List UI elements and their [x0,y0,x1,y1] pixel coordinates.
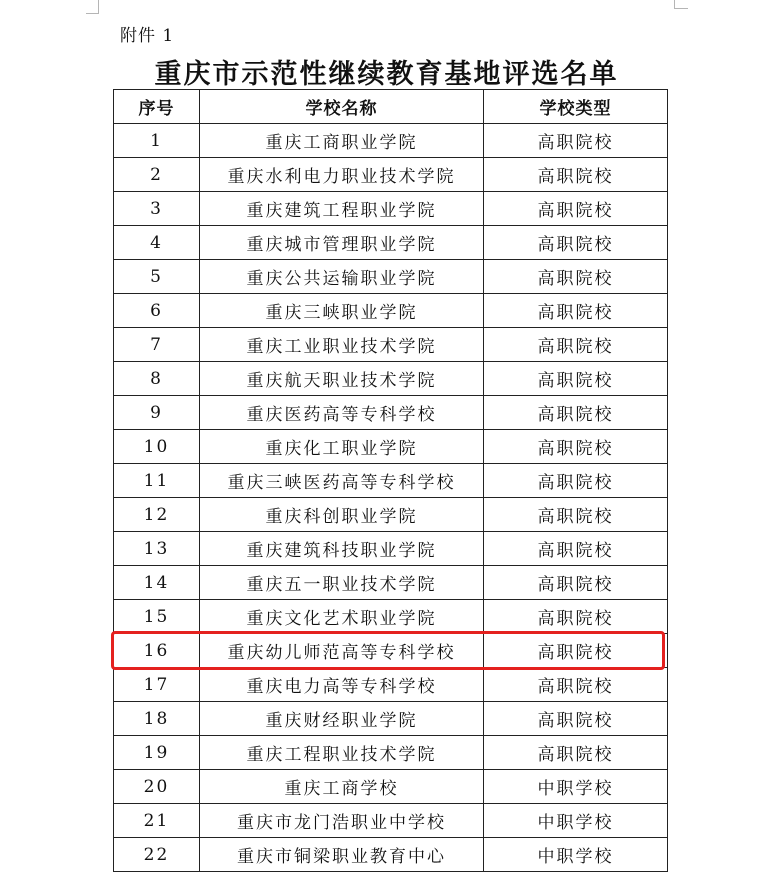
row-school-name: 重庆电力高等专科学校 [200,668,484,702]
table-row [114,838,668,872]
row-school-type: 中职学校 [484,838,668,872]
row-school-name: 重庆文化艺术职业学院 [200,600,484,634]
row-school-type: 高职院校 [484,600,668,634]
table-row [114,124,668,158]
table-row [114,702,668,736]
table-row [114,226,668,260]
table-row [114,600,668,634]
table-row [114,736,668,770]
row-school-type: 高职院校 [484,294,668,328]
row-school-type: 高职院校 [484,260,668,294]
row-school-type: 中职学校 [484,770,668,804]
row-number: 15 [114,600,200,634]
row-school-name: 重庆财经职业学院 [200,702,484,736]
row-school-type: 高职院校 [484,566,668,600]
row-school-type: 高职院校 [484,634,668,668]
crop-mark-top-left-horizontal [86,13,98,14]
row-number: 13 [114,532,200,566]
crop-mark-top-right-horizontal [674,8,688,9]
row-number: 8 [114,362,200,396]
row-school-type: 高职院校 [484,396,668,430]
row-number: 14 [114,566,200,600]
row-school-name: 重庆工业职业技术学院 [200,328,484,362]
row-school-type: 高职院校 [484,226,668,260]
row-school-type: 高职院校 [484,430,668,464]
row-school-name: 重庆城市管理职业学院 [200,226,484,260]
page-title: 重庆市示范性继续教育基地评选名单 [154,59,619,90]
table-row [114,158,668,192]
row-number: 5 [114,260,200,294]
row-school-name: 重庆化工职业学院 [200,430,484,464]
table-row [114,192,668,226]
row-school-name: 重庆工商职业学院 [200,124,484,158]
row-number: 1 [114,124,200,158]
table-row [114,566,668,600]
attachment-label: 附件 1 [120,26,175,46]
row-school-name: 重庆航天职业技术学院 [200,362,484,396]
row-number: 7 [114,328,200,362]
table-row-highlighted [114,634,668,668]
table-header-row [114,90,668,124]
row-school-type: 高职院校 [484,498,668,532]
table-row [114,396,668,430]
row-school-name: 重庆水利电力职业技术学院 [200,158,484,192]
table-row [114,498,668,532]
row-number: 16 [114,634,200,668]
row-school-name: 重庆幼儿师范高等专科学校 [200,634,484,668]
row-number: 6 [114,294,200,328]
school-list-table [113,89,668,872]
row-school-type: 高职院校 [484,362,668,396]
row-school-name: 重庆工商学校 [200,770,484,804]
row-school-type: 高职院校 [484,124,668,158]
row-number: 19 [114,736,200,770]
row-school-name: 重庆工程职业技术学院 [200,736,484,770]
row-school-name: 重庆三峡职业学院 [200,294,484,328]
row-school-name: 重庆三峡医药高等专科学校 [200,464,484,498]
table-body [114,124,668,872]
row-school-name: 重庆科创职业学院 [200,498,484,532]
table-row [114,260,668,294]
row-school-type: 高职院校 [484,192,668,226]
row-school-type: 高职院校 [484,736,668,770]
table-row [114,464,668,498]
row-school-type: 高职院校 [484,464,668,498]
table-row [114,770,668,804]
row-number: 22 [114,838,200,872]
table-row [114,430,668,464]
row-number: 17 [114,668,200,702]
row-number: 18 [114,702,200,736]
row-school-name: 重庆五一职业技术学院 [200,566,484,600]
crop-mark-top-left [98,0,99,14]
row-number: 4 [114,226,200,260]
row-school-name: 重庆建筑科技职业学院 [200,532,484,566]
row-school-type: 高职院校 [484,158,668,192]
table-row [114,294,668,328]
row-school-name: 重庆医药高等专科学校 [200,396,484,430]
row-number: 20 [114,770,200,804]
header-school-type: 学校类型 [484,90,668,124]
row-school-name: 重庆市铜梁职业教育中心 [200,838,484,872]
row-number: 12 [114,498,200,532]
row-school-type: 高职院校 [484,702,668,736]
table-row [114,668,668,702]
header-number: 序号 [114,90,200,124]
row-number: 3 [114,192,200,226]
row-number: 10 [114,430,200,464]
row-school-name: 重庆建筑工程职业学院 [200,192,484,226]
row-number: 2 [114,158,200,192]
row-number: 9 [114,396,200,430]
table-row [114,804,668,838]
header-school-name: 学校名称 [200,90,484,124]
row-school-type: 中职学校 [484,804,668,838]
table-row [114,362,668,396]
table-row [114,328,668,362]
row-number: 11 [114,464,200,498]
row-number: 21 [114,804,200,838]
row-school-type: 高职院校 [484,328,668,362]
table-row [114,532,668,566]
row-school-type: 高职院校 [484,668,668,702]
row-school-name: 重庆市龙门浩职业中学校 [200,804,484,838]
crop-mark-top-right [674,0,675,8]
row-school-type: 高职院校 [484,532,668,566]
row-school-name: 重庆公共运输职业学院 [200,260,484,294]
